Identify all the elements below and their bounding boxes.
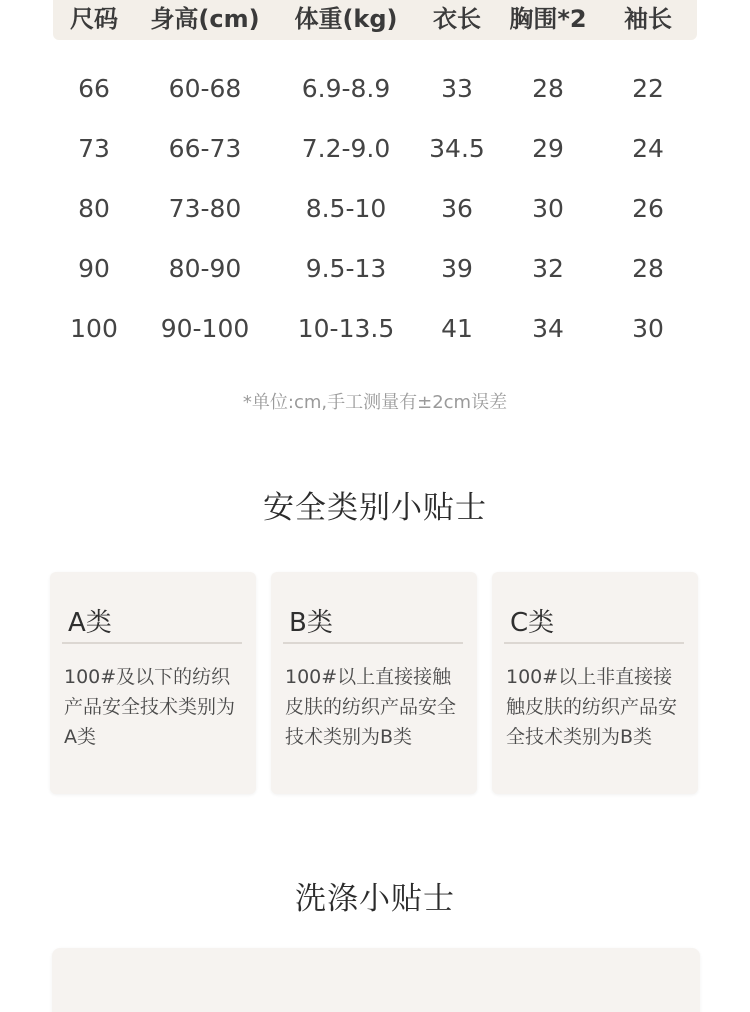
table-row bbox=[53, 58, 697, 118]
cell-sleeve: 26 bbox=[632, 193, 664, 223]
card-divider bbox=[62, 642, 242, 644]
cell-height: 80-90 bbox=[168, 253, 242, 283]
cell-sleeve: 30 bbox=[632, 313, 664, 343]
safety-category-cards bbox=[50, 572, 700, 794]
size-chart-header-row bbox=[53, 0, 697, 40]
cell-chest: 34 bbox=[532, 313, 564, 343]
cell-size: 66 bbox=[78, 73, 110, 103]
cell-height: 90-100 bbox=[160, 313, 250, 343]
measurement-note: *单位:cm,手工测量有±2cm误差 bbox=[242, 392, 508, 413]
safety-section-title: 安全类别小贴士 bbox=[263, 490, 487, 526]
table-row bbox=[53, 178, 697, 238]
card-divider bbox=[283, 642, 463, 644]
cell-height: 73-80 bbox=[168, 193, 242, 223]
cell-weight: 9.5-13 bbox=[305, 253, 387, 283]
header-chest: 胸围*2 bbox=[509, 4, 587, 33]
safety-card-c bbox=[492, 572, 698, 794]
cell-size: 80 bbox=[78, 193, 110, 223]
card-title: A类 bbox=[68, 608, 112, 638]
header-height: 身高(cm) bbox=[150, 4, 260, 33]
cell-chest: 28 bbox=[532, 73, 564, 103]
safety-card-b bbox=[271, 572, 477, 794]
card-divider bbox=[504, 642, 684, 644]
safety-card-a bbox=[50, 572, 256, 794]
cell-chest: 30 bbox=[532, 193, 564, 223]
cell-weight: 6.9-8.9 bbox=[301, 73, 391, 103]
table-row bbox=[53, 118, 697, 178]
header-length: 衣长 bbox=[433, 4, 481, 33]
cell-length: 36 bbox=[441, 193, 473, 223]
cell-weight: 7.2-9.0 bbox=[301, 133, 391, 163]
cell-length: 39 bbox=[441, 253, 473, 283]
cell-length: 41 bbox=[441, 313, 473, 343]
table-row bbox=[53, 298, 697, 358]
cell-sleeve: 22 bbox=[632, 73, 664, 103]
cell-size: 73 bbox=[78, 133, 110, 163]
cell-height: 66-73 bbox=[168, 133, 242, 163]
wash-section-title: 洗涤小贴士 bbox=[295, 881, 455, 917]
cell-chest: 29 bbox=[532, 133, 564, 163]
cell-weight: 10-13.5 bbox=[297, 313, 395, 343]
card-title: B类 bbox=[289, 608, 333, 638]
header-sleeve: 袖长 bbox=[624, 4, 672, 33]
cell-sleeve: 24 bbox=[632, 133, 664, 163]
cell-length: 34.5 bbox=[429, 133, 485, 163]
card-title: C类 bbox=[510, 608, 555, 638]
wash-tips-panel bbox=[52, 948, 700, 1012]
cell-height: 60-68 bbox=[168, 73, 242, 103]
card-description: 100#以上非直接接触皮肤的纺织产品安全技术类别为B类 bbox=[506, 666, 678, 748]
cell-sleeve: 28 bbox=[632, 253, 664, 283]
table-row bbox=[53, 238, 697, 298]
cell-size: 90 bbox=[78, 253, 110, 283]
cell-length: 33 bbox=[441, 73, 473, 103]
card-description: 100#以上直接接触皮肤的纺织产品安全技术类别为B类 bbox=[285, 666, 457, 748]
cell-weight: 8.5-10 bbox=[305, 193, 387, 223]
cell-size: 100 bbox=[70, 313, 118, 343]
header-size: 尺码 bbox=[70, 4, 118, 33]
header-weight: 体重(kg) bbox=[294, 4, 398, 33]
card-description: 100#及以下的纺织产品安全技术类别为A类 bbox=[64, 666, 236, 748]
size-chart-table bbox=[53, 0, 697, 358]
cell-chest: 32 bbox=[532, 253, 564, 283]
